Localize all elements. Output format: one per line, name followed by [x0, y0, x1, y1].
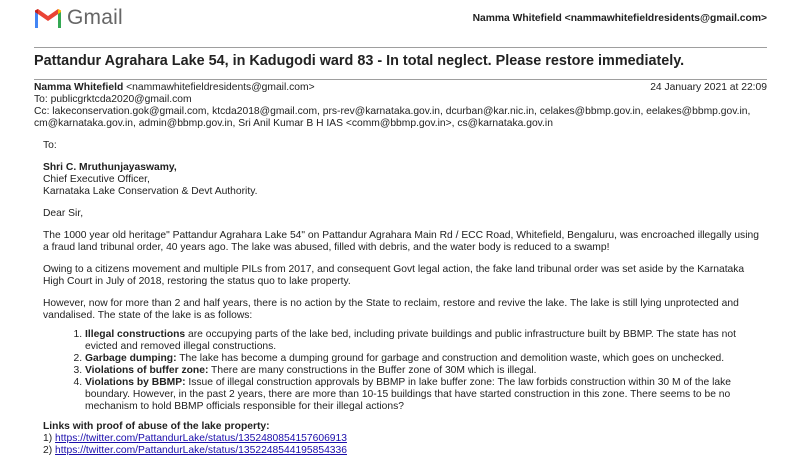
lake-issues-list — [43, 329, 763, 413]
gmail-envelope-icon — [34, 8, 62, 29]
to-label: To: — [43, 140, 57, 151]
paragraph-2: Owing to a citizens movement and multiple PILs from 2017, and consequent Govt legal action, the fake land tribunal order was set aside by the Karnataka High Court in July of 2018, restoring the status quo to lake property. — [43, 264, 745, 287]
addressee-name: Shri C. Mruthunjayaswamy, — [43, 162, 177, 173]
list-item: 1. Illegal constructions are occupying parts of the lake bed, including private buildings and public infrastructure built by BBMP. The state has not evicted and removed illegal constructions. — [85, 329, 763, 353]
to-row: To: publicgrktcda2020@gmail.com — [34, 94, 192, 105]
cc-row-2: cm@karnataka.gov.in, admin@bbmp.gov.in, Sri Anil Kumar B H IAS <comm@bbmp.gov.in>, cs@karnataka.gov.in — [34, 118, 553, 129]
sender-name: Namma Whitefield — [34, 82, 124, 93]
addressee-block — [43, 162, 763, 198]
link-row-1: 1) https://twitter.com/PattandurLake/status/1352480854157606913 — [43, 433, 347, 444]
link-row-2: 2) https://twitter.com/PattandurLake/status/1352248544195854336 — [43, 445, 347, 456]
sender-email: <nammawhitefieldresidents@gmail.com> — [126, 82, 315, 93]
gmail-logo-text: Gmail — [67, 6, 123, 29]
twitter-link-1[interactable]: https://twitter.com/PattandurLake/status/1352480854157606913 — [55, 433, 347, 444]
subject-divider — [34, 79, 767, 80]
email-date: 24 January 2021 at 22:09 — [650, 82, 767, 93]
email-header — [34, 82, 767, 130]
salutation: Dear Sir, — [43, 208, 84, 219]
twitter-link-2[interactable]: https://twitter.com/PattandurLake/status/1352248544195854336 — [55, 445, 347, 456]
email-subject: Pattandur Agrahara Lake 54, in Kadugodi ward 83 - In total neglect. Please restore immediately. — [34, 53, 685, 69]
paragraph-3: However, now for more than 2 and half years, there is no action by the State to reclaim, restore and revive the lake. The lake is still lying unprotected and vandalised. The state of the lake is as follows: — [43, 298, 739, 321]
addressee-title: Chief Executive Officer, — [43, 174, 150, 185]
list-item: 2. Garbage dumping: The lake has become a dumping ground for garbage and construction and demolition waste, which goes on unchecked. — [85, 353, 763, 365]
gmail-logo — [34, 6, 123, 30]
paragraph-1: The 1000 year old heritage" Pattandur Agrahara Lake 54" on Pattandur Agrahara Main Rd / ECC Road, Whitefield, Bengaluru, was encroached illegally using a fraud land tribunal order, 40 years ago. The lake was abused, filled with debris, and the water body is reduced to a swamp! — [43, 230, 759, 253]
cc-row-1: Cc: lakeconservation.gok@gmail.com, ktcda2018@gmail.com, prs-rev@karnataka.gov.in, dcurban@kar.nic.in, celakes@bbmp.gov.in, eelakes@bbmp.gov.in, — [34, 106, 751, 117]
account-name: Namma Whitefield <nammawhitefieldresidents@gmail.com> — [472, 13, 767, 24]
top-bar — [0, 0, 800, 40]
list-item: 4. Violations by BBMP: Issue of illegal construction approvals by BBMP in lake buffer zone: The law forbids construction within 30 M of the lake boundary. However, in the past 2 years, there are more than 10-15 buildings that have started construction in this zone. There seems to be no mechanism to hold BBMP officials responsible for their illegal actions? — [85, 377, 763, 413]
header-divider — [34, 47, 767, 48]
email-body — [43, 140, 763, 457]
addressee-org: Karnataka Lake Conservation & Devt Authority. — [43, 186, 258, 197]
links-title: Links with proof of abuse of the lake property: — [43, 421, 270, 432]
list-item: 3. Violations of buffer zone: There are many constructions in the Buffer zone of 30M which is illegal. — [85, 365, 763, 377]
